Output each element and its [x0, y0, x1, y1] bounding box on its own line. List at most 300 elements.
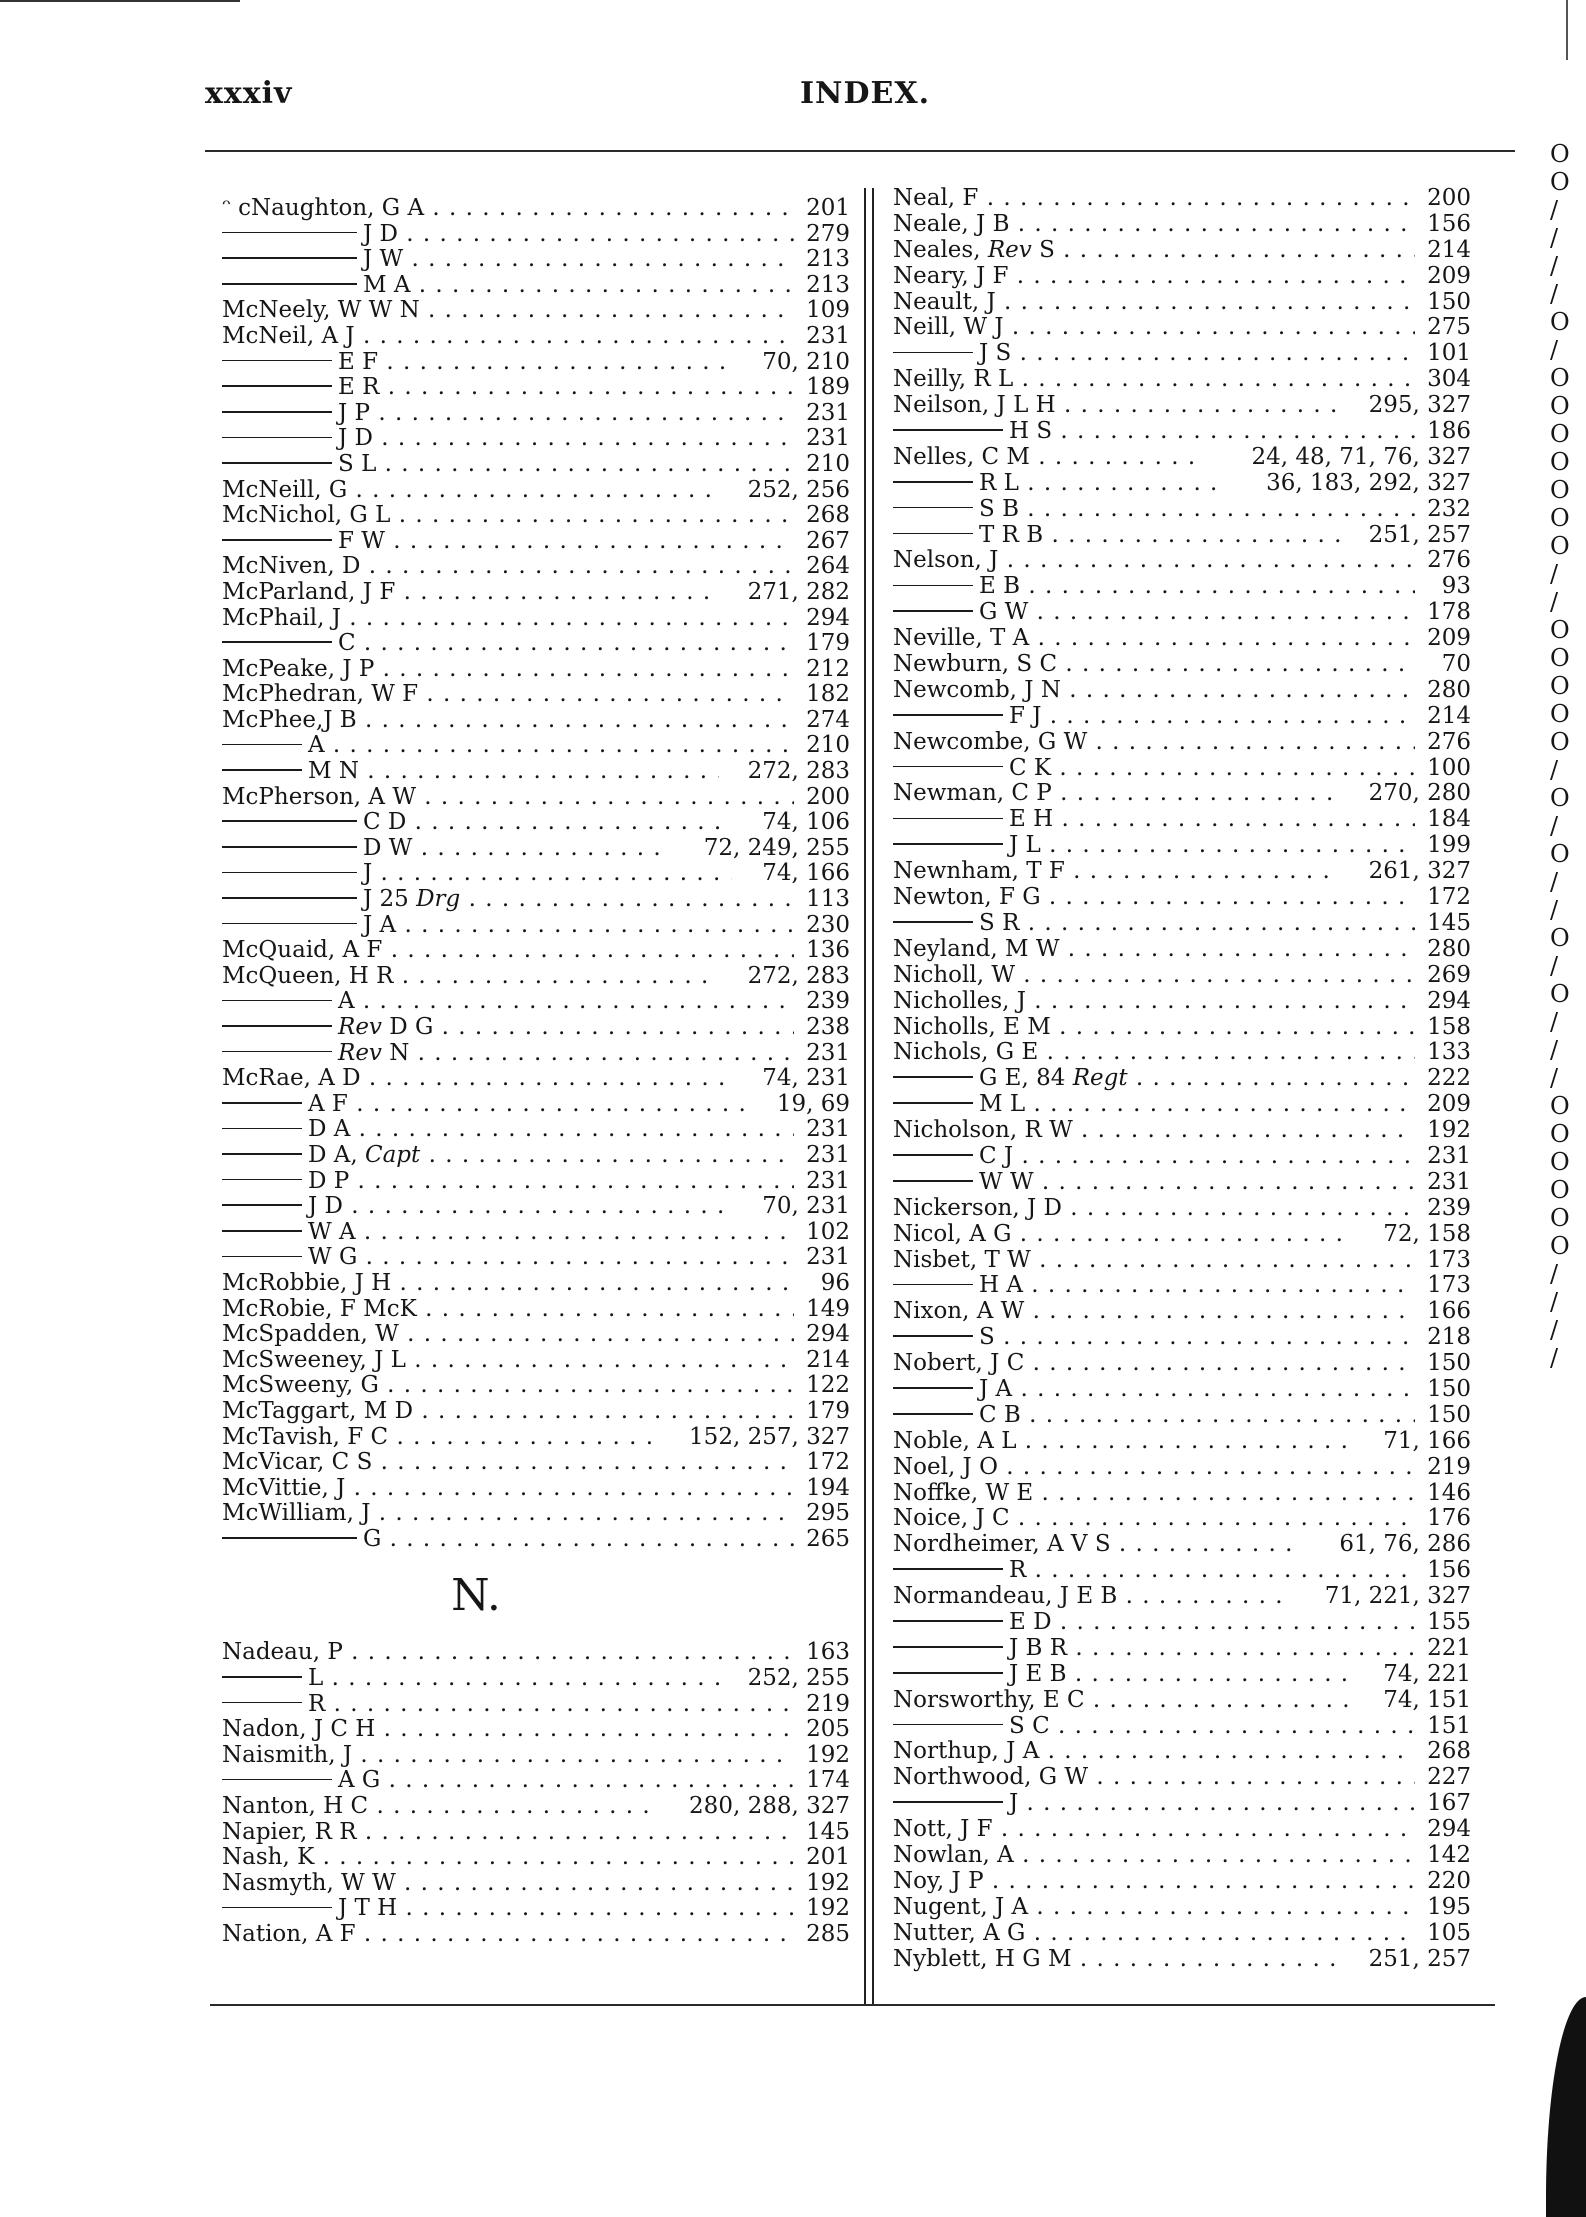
index-entry — [222, 196, 850, 222]
dot-leader — [396, 913, 850, 938]
entry-name: D A — [308, 1117, 351, 1143]
entry-pages: 152, 257, 327 — [657, 1425, 851, 1451]
entry-pages: 173 — [1415, 1248, 1471, 1274]
entry-name: Noy, J P — [893, 1868, 984, 1894]
entry-pages: 109 — [794, 298, 850, 324]
entry-name: McVicar, C S — [222, 1450, 373, 1476]
entry-name: Noffke, W E — [893, 1480, 1034, 1506]
dot-leader — [390, 503, 850, 528]
entry-pages: 239 — [794, 989, 850, 1015]
entry-name-line — [222, 1896, 850, 1922]
entry-name: J D — [338, 426, 373, 452]
entry-name-line — [222, 1245, 850, 1271]
entry-name: McPhail, J — [222, 605, 341, 631]
entry-name: C B — [979, 1402, 1021, 1428]
entry-name: W A — [308, 1219, 356, 1245]
entry-pages: 142 — [1415, 1843, 1471, 1869]
ditto-rule — [893, 1646, 1003, 1648]
index-entry — [222, 1871, 850, 1897]
dot-leader — [1061, 678, 1471, 703]
entry-pages: 213 — [794, 273, 850, 299]
entry-pages: 222 — [1415, 1066, 1471, 1092]
entry-name: A F — [308, 1091, 348, 1117]
dot-leader — [1053, 807, 1471, 832]
dot-leader — [349, 1169, 850, 1194]
dot-leader — [341, 606, 850, 631]
entry-name: Nicholson, R W — [893, 1118, 1073, 1144]
entry-pages: 145 — [794, 1820, 850, 1846]
entry-name-line — [222, 554, 850, 580]
dot-leader — [350, 1117, 850, 1142]
entry-pages: 113 — [794, 887, 850, 913]
entry-name-line — [893, 652, 1471, 678]
dot-leader — [996, 290, 1471, 315]
entry-pages: 274 — [794, 708, 850, 734]
dot-leader — [995, 1325, 1471, 1350]
index-entry — [222, 452, 850, 478]
entry-pages: 252, 255 — [719, 1666, 850, 1692]
entry-name: McRae, A D — [222, 1066, 361, 1092]
entry-name-line — [222, 1871, 850, 1897]
ditto-rule — [222, 923, 357, 925]
entry-pages: 174 — [794, 1768, 850, 1794]
dot-leader — [1023, 1273, 1471, 1298]
entry-name-line — [222, 375, 850, 401]
index-entry — [893, 1895, 1471, 1921]
entry-name: Neault, J — [893, 289, 996, 315]
entry-pages: 220 — [1415, 1869, 1471, 1895]
entry-name-line — [893, 290, 1471, 316]
entry-name: Nelles, C M — [893, 444, 1030, 470]
entry-pages: 163 — [794, 1640, 850, 1666]
index-entry — [893, 704, 1471, 730]
index-entry — [222, 785, 850, 811]
dot-leader — [370, 401, 850, 426]
entry-name-line — [893, 885, 1471, 911]
entry-name-line — [222, 1768, 850, 1794]
index-entry — [893, 1092, 1471, 1118]
entry-name-line — [222, 913, 850, 939]
ditto-rule — [893, 481, 973, 483]
dot-leader — [1052, 1610, 1471, 1635]
entry-pages: 214 — [794, 1348, 850, 1374]
entry-name: Neary, J F — [893, 263, 1009, 289]
ditto-rule — [893, 1672, 1003, 1674]
entry-pages: 219 — [794, 1692, 850, 1718]
entry-name-line — [893, 1092, 1471, 1118]
page-number: xxxiv — [205, 76, 293, 111]
entry-name: Nyblett, H G M — [893, 1946, 1072, 1972]
entry-name: R — [308, 1691, 326, 1717]
entry-name: Neyland, M W — [893, 936, 1060, 962]
dot-leader — [1033, 1481, 1471, 1506]
ditto-rule — [893, 1724, 1003, 1726]
dot-leader — [1052, 419, 1471, 444]
entry-pages: 192 — [1415, 1118, 1471, 1144]
entry-pages: 294 — [794, 1322, 850, 1348]
ditto-rule — [222, 539, 332, 541]
entry-name: Nugent, J A — [893, 1894, 1029, 1920]
entry-name: McSpadden, W — [222, 1322, 399, 1348]
entry-name-line — [893, 238, 1471, 264]
index-entry — [222, 1743, 850, 1769]
entry-name-line — [893, 1403, 1471, 1429]
entry-name: J B R — [1009, 1635, 1068, 1661]
dot-leader — [409, 1041, 850, 1066]
entry-name-line — [893, 341, 1471, 367]
index-entry — [893, 238, 1471, 264]
index-entry — [222, 1845, 850, 1871]
index-entry — [222, 989, 850, 1015]
entry-name: J A — [979, 1376, 1013, 1402]
ditto-rule — [893, 1801, 1003, 1803]
entry-name: D P — [308, 1168, 350, 1194]
index-entry — [222, 324, 850, 350]
entry-name: J 25 Drg — [363, 887, 461, 913]
entry-name: Nelson, J — [893, 548, 999, 574]
index-entry — [222, 1450, 850, 1476]
index-entry — [222, 1015, 850, 1041]
dot-leader — [1055, 238, 1471, 263]
entry-name-line — [222, 298, 850, 324]
entry-pages: 275 — [1415, 315, 1471, 341]
index-entry — [222, 1501, 850, 1527]
index-entry — [893, 290, 1471, 316]
dot-leader — [398, 222, 850, 247]
adjacent-page-edge — [1536, 140, 1586, 2200]
dot-leader — [1011, 341, 1471, 366]
entry-pages: 151 — [1415, 1714, 1471, 1740]
entry-name-line — [222, 1271, 850, 1297]
ditto-rule — [893, 1180, 973, 1182]
ditto-rule — [893, 714, 1003, 716]
spine-rule — [1566, 0, 1568, 60]
index-entry — [893, 1739, 1471, 1765]
index-entry — [222, 1143, 850, 1169]
ditto-rule — [893, 1335, 973, 1337]
entry-name: Nicol, A G — [893, 1221, 1012, 1247]
index-entry — [222, 913, 850, 939]
entry-name-line — [222, 1501, 850, 1527]
index-entry — [893, 367, 1471, 393]
entry-name-line — [893, 1273, 1471, 1299]
entry-name-line — [893, 1817, 1471, 1843]
entry-name-line — [222, 733, 850, 759]
entry-pages: 93 — [1415, 574, 1471, 600]
entry-name-line — [893, 1248, 1471, 1274]
entry-name: W G — [308, 1245, 358, 1271]
entry-pages: 100 — [1415, 756, 1471, 782]
dot-leader — [1057, 652, 1471, 677]
index-entry — [893, 1610, 1471, 1636]
entry-name-line — [893, 1455, 1471, 1481]
entry-pages: 172 — [1415, 885, 1471, 911]
dot-leader — [396, 1871, 850, 1896]
entry-pages: 268 — [794, 503, 850, 529]
entry-name-line — [222, 1845, 850, 1871]
dot-leader — [416, 785, 850, 810]
entry-name-line — [893, 1170, 1471, 1196]
entry-pages: 182 — [794, 682, 850, 708]
entry-pages: 156 — [1415, 1558, 1471, 1584]
dot-leader — [1014, 1843, 1471, 1868]
left-index-column — [222, 196, 850, 1948]
entry-name: E D — [1009, 1609, 1052, 1635]
entry-name-line — [222, 708, 850, 734]
dot-leader — [374, 657, 850, 682]
dot-leader — [376, 452, 850, 477]
index-entry — [893, 1455, 1471, 1481]
entry-name-line — [893, 1869, 1471, 1895]
entry-pages: 231 — [794, 1041, 850, 1067]
ditto-rule — [222, 744, 302, 746]
entry-name: R L — [979, 470, 1019, 496]
entry-name: Neville, T A — [893, 626, 1030, 652]
entry-name-line — [893, 1040, 1471, 1066]
index-entry — [893, 497, 1471, 523]
entry-name: E F — [338, 349, 379, 375]
entry-pages: 178 — [1415, 600, 1471, 626]
entry-name: Newburn, S C — [893, 652, 1058, 678]
entry-name-line — [893, 1843, 1471, 1869]
entry-name: S B — [979, 496, 1019, 522]
entry-name: Neilly, R L — [893, 367, 1014, 393]
entry-pages: 105 — [1415, 1921, 1471, 1947]
index-entry — [222, 1348, 850, 1374]
index-entry — [893, 937, 1471, 963]
entry-name: McParland, J F — [222, 579, 396, 605]
ditto-rule — [222, 1256, 302, 1258]
index-entry — [893, 1351, 1471, 1377]
entry-name: Nott, J F — [893, 1817, 993, 1843]
entry-pages: 102 — [794, 1220, 850, 1246]
index-entry — [893, 1015, 1471, 1041]
index-entry — [893, 1662, 1471, 1688]
entry-name-line — [893, 704, 1471, 730]
entry-name: McWilliam, J — [222, 1501, 371, 1527]
index-entry — [222, 1820, 850, 1846]
dot-leader — [356, 1922, 850, 1947]
entry-name: McNichol, G L — [222, 503, 391, 529]
entry-pages: 209 — [1415, 1092, 1471, 1118]
ditto-rule — [222, 232, 357, 234]
dot-leader — [1039, 1739, 1471, 1764]
index-entry — [893, 600, 1471, 626]
entry-name-line — [893, 678, 1471, 704]
entry-name-line — [893, 212, 1471, 238]
dot-leader — [417, 1297, 850, 1322]
dot-leader — [1073, 1118, 1471, 1143]
entry-name-line — [222, 222, 850, 248]
index-entry — [893, 1791, 1471, 1817]
entry-name-line — [222, 1399, 850, 1425]
ditto-rule — [222, 872, 357, 874]
entry-pages: 231 — [794, 324, 850, 350]
ditto-rule — [222, 360, 332, 362]
dot-leader — [325, 733, 850, 758]
index-entry — [893, 678, 1471, 704]
index-entry — [222, 350, 850, 376]
dot-leader — [370, 1501, 850, 1526]
entry-name-line — [893, 574, 1471, 600]
index-entry — [893, 264, 1471, 290]
index-entry — [893, 574, 1471, 600]
entry-name: H S — [1009, 419, 1053, 445]
entry-name: A — [338, 989, 355, 1015]
dot-leader — [1013, 1144, 1471, 1169]
index-entry — [893, 730, 1471, 756]
column-divider — [872, 188, 874, 2005]
entry-name-line — [222, 452, 850, 478]
entry-name: E H — [1009, 807, 1054, 833]
entry-name: Naismith, J — [222, 1742, 353, 1768]
entry-name: G — [363, 1526, 382, 1552]
dot-leader — [325, 1692, 850, 1717]
entry-pages: 149 — [794, 1297, 850, 1323]
entry-pages: 295, 327 — [1340, 393, 1471, 419]
dot-leader — [380, 1768, 850, 1793]
entry-name-line — [222, 324, 850, 350]
entry-name-line — [893, 807, 1471, 833]
entry-name: McTaggart, M D — [222, 1398, 414, 1424]
entry-pages: 230 — [794, 913, 850, 939]
entry-pages: 272, 283 — [719, 964, 850, 990]
entry-name: Nicholl, W — [893, 962, 1015, 988]
entry-name-line — [222, 989, 850, 1015]
entry-name: J A — [363, 912, 397, 938]
entry-pages: 261, 327 — [1340, 859, 1471, 885]
entry-name-line — [893, 1351, 1471, 1377]
entry-pages: 218 — [1415, 1325, 1471, 1351]
dot-leader — [984, 1869, 1471, 1894]
ditto-rule — [222, 1128, 302, 1130]
index-entry — [222, 1373, 850, 1399]
entry-name: Normandeau, J E B — [893, 1584, 1118, 1610]
dot-leader — [1028, 600, 1471, 625]
dot-leader — [1013, 367, 1471, 392]
dot-leader — [1041, 885, 1471, 910]
entry-name-line — [222, 785, 850, 811]
entry-pages: 210 — [794, 733, 850, 759]
index-entry — [893, 833, 1471, 859]
dot-leader — [399, 1322, 850, 1347]
index-entry — [893, 1843, 1471, 1869]
entry-pages: 231 — [1415, 1170, 1471, 1196]
entry-pages: 280, 288, 327 — [657, 1794, 851, 1820]
entry-pages: 232 — [1415, 497, 1471, 523]
entry-name-line — [222, 1015, 850, 1041]
entry-name-line — [222, 938, 850, 964]
dot-leader — [1050, 1714, 1471, 1739]
index-entry — [893, 419, 1471, 445]
entry-name: E R — [338, 375, 380, 401]
entry-name: J — [1009, 1791, 1019, 1817]
dot-leader — [397, 1896, 850, 1921]
entry-pages: 96 — [794, 1271, 850, 1297]
dot-leader — [403, 247, 850, 272]
entry-pages: 201 — [794, 1845, 850, 1871]
index-entry — [893, 1196, 1471, 1222]
entry-name: Noel, J O — [893, 1454, 998, 1480]
entry-name-line — [893, 367, 1471, 393]
entry-pages: 133 — [1415, 1040, 1471, 1066]
entry-pages: 166 — [1415, 1299, 1471, 1325]
entry-name-line — [893, 963, 1471, 989]
entry-name: Newcombe, G W — [893, 729, 1088, 755]
index-entry — [222, 554, 850, 580]
index-entry — [893, 315, 1471, 341]
entry-name: L — [308, 1666, 324, 1692]
index-entry — [893, 1584, 1471, 1610]
entry-pages: 24, 48, 71, 76, 327 — [1203, 445, 1472, 471]
index-entry — [893, 1222, 1471, 1248]
ditto-rule — [222, 1537, 357, 1539]
dot-leader — [1015, 963, 1471, 988]
index-entry — [222, 708, 850, 734]
index-entry — [893, 1481, 1471, 1507]
index-entry — [893, 989, 1471, 1015]
dot-leader — [1025, 1921, 1471, 1946]
dot-leader — [385, 529, 850, 554]
index-entry — [222, 1527, 850, 1553]
entry-name: Nobert, J C — [893, 1351, 1025, 1377]
dot-leader — [1009, 212, 1471, 237]
ditto-rule — [222, 257, 357, 259]
entry-name: McSweeny, G — [222, 1373, 379, 1399]
entry-pages: 304 — [1415, 367, 1471, 393]
entry-name: Rev N — [338, 1040, 410, 1066]
dot-leader — [1029, 626, 1471, 651]
dot-leader — [1051, 756, 1471, 781]
index-entry — [222, 964, 850, 990]
index-entry — [222, 657, 850, 683]
index-entry — [893, 1921, 1471, 1947]
entry-name: McPherson, A W — [222, 784, 416, 810]
entry-name: McRobie, F McK — [222, 1296, 417, 1322]
entry-pages: 280 — [1415, 678, 1471, 704]
entry-name-line — [222, 682, 850, 708]
ditto-rule — [222, 820, 357, 822]
entry-name-line — [222, 1322, 850, 1348]
dot-leader — [1067, 1636, 1471, 1661]
index-entry — [893, 1273, 1471, 1299]
entry-name: J S — [979, 341, 1012, 367]
entry-name: Nisbet, T W — [893, 1247, 1031, 1273]
entry-name-line — [222, 657, 850, 683]
entry-name: J D — [363, 221, 398, 247]
entry-name-line — [893, 1066, 1471, 1092]
entry-name: ᵔ cNaughton, G A — [222, 196, 425, 221]
entry-name: Noice, J C — [893, 1506, 1010, 1532]
entry-pages: 209 — [1415, 626, 1471, 652]
entry-name-line — [893, 1118, 1471, 1144]
entry-pages: 205 — [794, 1717, 850, 1743]
entry-pages: 70, 210 — [732, 350, 851, 376]
entry-name: McTavish, F C — [222, 1424, 389, 1450]
entry-pages: 231 — [1415, 1144, 1471, 1170]
dot-leader — [372, 1450, 850, 1475]
index-entry — [222, 1117, 850, 1143]
index-entry — [893, 885, 1471, 911]
entry-name: H A — [979, 1273, 1023, 1299]
ditto-rule — [893, 533, 973, 535]
dot-leader — [1042, 704, 1472, 729]
index-entry — [893, 807, 1471, 833]
index-entry — [893, 445, 1471, 471]
entry-name-line — [893, 989, 1471, 1015]
index-entry — [222, 273, 850, 299]
entry-pages: 156 — [1415, 212, 1471, 238]
